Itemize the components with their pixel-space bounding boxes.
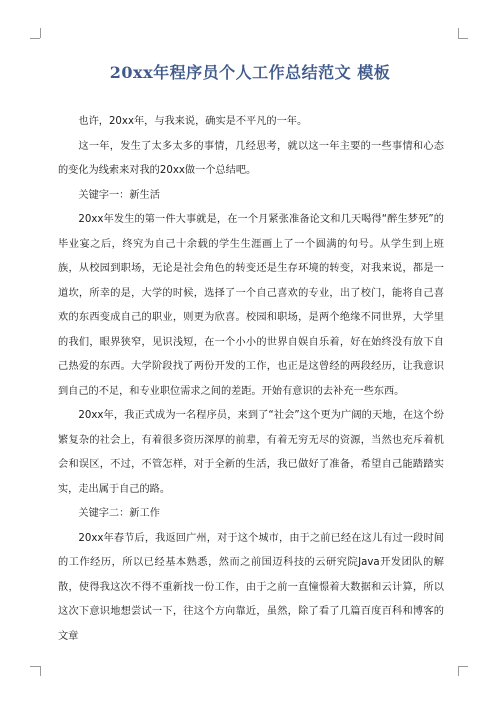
paragraph-programmer: 20xx年，我正式成为一名程序员，来到了“社会”这个更为广阔的天地，在这个纷繁复杂的社会上，有着很多资历深厚的前辈，有着无穷无尽的资源，当然也充斥着机会和误区，不过，不管怎样，对于全新的生活，我已做好了准备，希望自己能踏踏实实，走出属于自己的路。: [58, 410, 444, 495]
paragraph-intro: 也许，20xx年，与我来说，确实是不平凡的一年。: [78, 116, 308, 127]
section-heading-new-job: 关键字二：新工作: [78, 508, 160, 519]
document-body: [58, 110, 444, 649]
section-heading-new-life: 关键字一：新生活: [78, 189, 160, 201]
document-title: 20xx年程序员个人工作总结范文 模板: [109, 63, 391, 82]
paragraph-graduation: 20xx年发生的第一件大事就是，在一个月紧张准备论文和几天喝得“醉生梦死”的毕业宴之后，终究为自己十余载的学生生涯画上了一个圆满的句号。从学生到上班族，从校园到职场，无论是社会角色的转变还是生存环境的转变，对我来说，都是一道坎，所幸的是，大学的时候，选择了一个自己喜欢的专业，出了校门，能将自己喜欢的东西变成自己的职业，则更为欣喜。校园和职场，是两个绝缘不同世界，大学里的我们，眼界狭窄，见识浅短，在一个小小的世界自娱自乐着，好在始终没有放下自己热爱的东西。大学阶段找了两份开发的工作，也正是这曾经的两段经历，让我意识到自己的不足，和专业职位需求之间的差距。开始有意识的去补充一些东西。: [58, 214, 444, 397]
paragraph-guangzhou: 20xx年春节后，我返回广州，对于这个城市，由于之前已经在这儿有过一段时间的工作经历，所以已经基本熟悉，然而之前国迈科技的云研究院Java开发团队的解散，使得我这次不得不重新找一份工作，由于之前一直憧憬着大数据和云计算，所以这次下意识地想尝试一下，往这个方向靠近，虽然，除了看了几篇百度百科和博客的文章: [58, 532, 444, 642]
paragraph-overview: 这一年，发生了太多太多的事情，几经思考，就以这一年主要的一些事情和心态的变化为线索来对我的20xx做一个总结吧。: [58, 140, 444, 176]
